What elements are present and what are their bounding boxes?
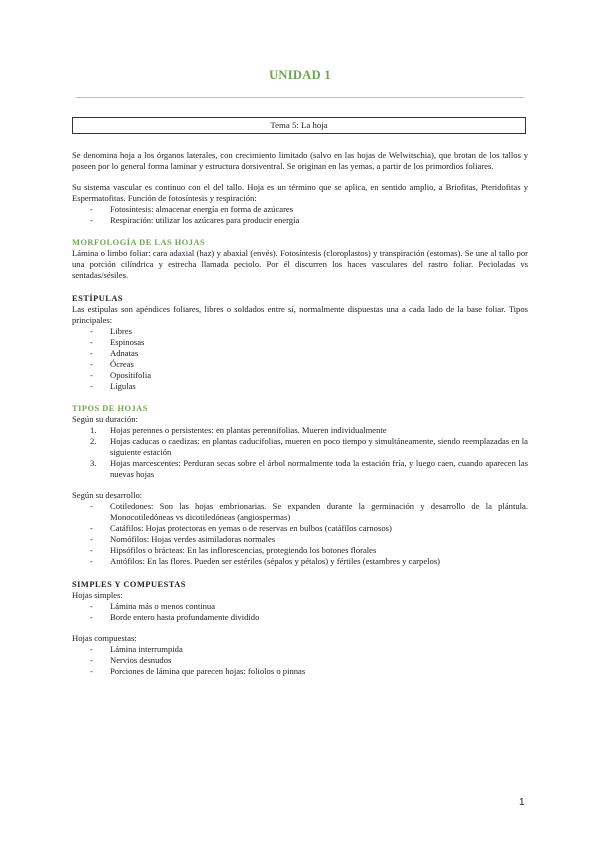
list-item: - Ócreas (90, 359, 134, 369)
simples-list (72, 601, 528, 623)
list-item: 2. Hojas caducas o caedizas: en plantas caducifolias, mueren en poco tiempo y simultáneamente, siendo reemplazadas en la siguiente estación (90, 436, 528, 457)
list-item: - Espinosas (90, 337, 145, 347)
estipulas-list (72, 326, 528, 392)
list-item: - Nervios desnudos (90, 655, 172, 665)
list-item: - Lámina más o menos continua (90, 601, 216, 611)
list-item: - Adnatas (90, 348, 139, 358)
list-item: - Respiración: utilizar los azúcares para producir energía (90, 215, 300, 225)
list-item: - Nomófilos: Hojas verdes asimiladoras normales (90, 534, 276, 544)
heading-estipulas: ESTÍPULAS (72, 294, 124, 303)
list-item: 1. Hojas perennes o persistentes: en plantas perennifolias. Mueren individualmente (90, 425, 387, 435)
estipulas-text: Las estípulas son apéndices foliares, libres o soldados entre sí, normalmente dispuestas una a cada lado de la base foliar. Tipos principales: (72, 304, 528, 325)
compuestas-list (72, 644, 528, 677)
list-marker: - (90, 215, 93, 225)
heading-tipos: TIPOS DE HOJAS (72, 404, 148, 413)
desarrollo-label: Según su desarrollo: (72, 490, 143, 500)
duracion-label: Según su duración: (72, 414, 138, 424)
unit-title: UNIDAD 1 (269, 68, 331, 82)
compuestas-label: Hojas compuestas: (72, 633, 137, 643)
duracion-list (72, 425, 528, 480)
list-item: - Libres (90, 326, 132, 336)
list-item: - Porciones de lámina que parecen hojas: foliolos o pinnas (90, 666, 306, 676)
intro-paragraph-1: Se denomina hoja a los órganos laterales, con crecimiento limitado (salvo en las hojas de Welwitschia), que brotan de los tallos y poseen por lo general forma laminar y estructura dorsiventral. Se originan en las yemas, a partir de los primordios foliares. (72, 150, 528, 171)
topic-box: Tema 5: La hoja (72, 117, 526, 134)
desarrollo-list (72, 501, 528, 567)
list-item: - Fotosíntesis: almacenar energía en forma de azúcares (90, 204, 294, 214)
list-item: - Antófilos: En las flores. Pueden ser estériles (sépalos y pétalos) y fértiles (estambres y carpelos) (90, 556, 441, 566)
list-item: - Lámina interrumpida (90, 644, 183, 654)
list-item: - Borde entero hasta profundamente dividido (90, 612, 260, 622)
document-body (72, 150, 528, 677)
list-item: - Oposítifolia (90, 370, 152, 380)
list-item: - Lígulas (90, 381, 136, 391)
title-divider (76, 97, 524, 98)
heading-morfologia: MORFOLOGÍA DE LAS HOJAS (72, 238, 206, 247)
heading-simples: SIMPLES Y COMPUESTAS (72, 580, 186, 589)
list-item: - Catáfilos: Hojas protectoras en yemas o de reservas en bulbos (catáfilos carnosos) (90, 523, 392, 533)
page-number: 1 (519, 797, 525, 808)
list-marker: - (90, 204, 93, 214)
function-list (72, 204, 528, 226)
list-item: 3. Hojas marcescentes: Perduran secas sobre el árbol normalmente toda la estación fría, y luego caen, cuando aparecen las nuevas hojas (90, 458, 528, 479)
intro-paragraph-2: Su sistema vascular es continuo con el del tallo. Hoja es un término que se aplica, en sentido amplio, a Briofitas, Pteridofitas y Espermatofitas. Función de fotosíntesis y respiración: (72, 182, 528, 203)
morfologia-text: Lámina o limbo foliar: cara adaxial (haz) y abaxial (envés). Fotosíntesis (cloroplastos) y transpiración (estomas). Se une al tallo por una porción cilíndrica y estrecha llamada peciolo. Por él discurren los haces vasculares del rastro foliar. Pecioladas vs sentadas/sésiles. (72, 248, 528, 280)
list-item: - Cotiledones: Son las hojas embrionarias. Se expanden durante la germinación y desarrollo de la plántula. Monocotiledóneas vs dicotiledóneas (angiospermas) (90, 501, 528, 522)
simples-label: Hojas simples: (72, 590, 123, 600)
list-item: - Hipsófilos o brácteas: En las inflorescencias, protegiendo los botones florales (90, 545, 377, 555)
